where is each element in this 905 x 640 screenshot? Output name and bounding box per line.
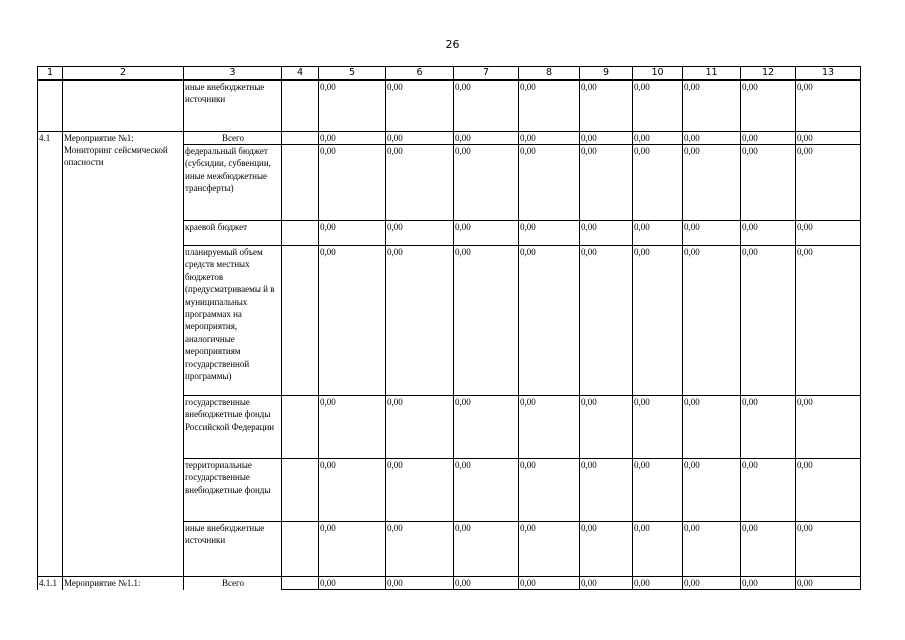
value-cell: 0,00 [454, 395, 519, 458]
column-header: 7 [454, 67, 519, 81]
value-cell: 0,00 [741, 220, 796, 245]
table-row [38, 576, 861, 589]
value-cell: 0,00 [741, 80, 796, 131]
funding-source-cell: государственные внебюджетные фонды Российской Федерации [184, 395, 282, 458]
value-cell: 0,00 [386, 458, 454, 521]
value-cell: 0,00 [580, 395, 633, 458]
funding-source-cell: планируемый объем средств местных бюджетов (предусматриваемы й в муниципальных программах на мероприятия, аналогичные мероприятиям государственной программы) [184, 245, 282, 395]
value-cell: 0,00 [741, 144, 796, 220]
column-header: 5 [319, 67, 386, 81]
column-header: 10 [633, 67, 683, 81]
value-cell: 0,00 [683, 144, 741, 220]
value-cell: 0,00 [633, 395, 683, 458]
column-header: 9 [580, 67, 633, 81]
value-cell: 0,00 [319, 144, 386, 220]
row-number-cell: 4.1 [38, 131, 63, 576]
value-cell: 0,00 [519, 80, 580, 131]
value-cell: 0,00 [796, 521, 861, 576]
value-cell: 0,00 [796, 458, 861, 521]
value-cell: 0,00 [580, 131, 633, 144]
funding-source-cell: федеральный бюджет (субсидии, субвенции, иные межбюджетные трансферты) [184, 144, 282, 220]
value-cell: 0,00 [580, 576, 633, 589]
value-cell: 0,00 [796, 131, 861, 144]
value-cell: 0,00 [683, 80, 741, 131]
column-4-cell [282, 458, 319, 521]
table-row [38, 131, 861, 144]
row-number-cell [38, 80, 63, 131]
value-cell: 0,00 [633, 220, 683, 245]
funding-source-cell: краевой бюджет [184, 220, 282, 245]
column-4-cell [282, 220, 319, 245]
value-cell: 0,00 [741, 576, 796, 589]
value-cell: 0,00 [580, 521, 633, 576]
value-cell: 0,00 [519, 220, 580, 245]
page-number: 26 [445, 38, 460, 51]
value-cell: 0,00 [519, 576, 580, 589]
value-cell: 0,00 [580, 220, 633, 245]
value-cell: 0,00 [454, 80, 519, 131]
column-4-cell [282, 144, 319, 220]
column-4-cell [282, 131, 319, 144]
value-cell: 0,00 [741, 131, 796, 144]
value-cell: 0,00 [633, 144, 683, 220]
value-cell: 0,00 [319, 458, 386, 521]
value-cell: 0,00 [633, 458, 683, 521]
column-4-cell [282, 521, 319, 576]
value-cell: 0,00 [454, 144, 519, 220]
column-header: 11 [683, 67, 741, 81]
value-cell: 0,00 [633, 576, 683, 589]
value-cell: 0,00 [741, 521, 796, 576]
value-cell: 0,00 [741, 458, 796, 521]
table-row [38, 80, 861, 131]
value-cell: 0,00 [683, 220, 741, 245]
value-cell: 0,00 [633, 131, 683, 144]
value-cell: 0,00 [386, 131, 454, 144]
value-cell: 0,00 [796, 80, 861, 131]
budget-table [37, 66, 861, 590]
column-header: 12 [741, 67, 796, 81]
value-cell: 0,00 [683, 458, 741, 521]
row-name-cell: Мероприятие №1.1: [63, 576, 184, 589]
funding-source-cell: территориальные государственные внебюджетные фонды [184, 458, 282, 521]
value-cell: 0,00 [580, 144, 633, 220]
row-number-cell: 4.1.1 [38, 576, 63, 589]
value-cell: 0,00 [454, 458, 519, 521]
value-cell: 0,00 [683, 521, 741, 576]
value-cell: 0,00 [519, 144, 580, 220]
value-cell: 0,00 [319, 220, 386, 245]
column-header: 3 [184, 67, 282, 81]
value-cell: 0,00 [796, 576, 861, 589]
column-header: 1 [38, 67, 63, 81]
value-cell: 0,00 [319, 576, 386, 589]
value-cell: 0,00 [683, 576, 741, 589]
value-cell: 0,00 [386, 220, 454, 245]
value-cell: 0,00 [519, 395, 580, 458]
value-cell: 0,00 [454, 220, 519, 245]
value-cell: 0,00 [386, 576, 454, 589]
value-cell: 0,00 [386, 80, 454, 131]
value-cell: 0,00 [633, 521, 683, 576]
column-header: 8 [519, 67, 580, 81]
value-cell: 0,00 [741, 245, 796, 395]
value-cell: 0,00 [454, 131, 519, 144]
value-cell: 0,00 [683, 245, 741, 395]
value-cell: 0,00 [580, 245, 633, 395]
value-cell: 0,00 [683, 395, 741, 458]
column-4-cell [282, 395, 319, 458]
value-cell: 0,00 [319, 395, 386, 458]
value-cell: 0,00 [519, 245, 580, 395]
column-4-cell [282, 245, 319, 395]
column-header: 2 [63, 67, 184, 81]
funding-source-cell: иные внебюджетные источники [184, 521, 282, 576]
row-name-cell: Мероприятие №1: Мониторинг сейсмической опасности [63, 131, 184, 576]
value-cell: 0,00 [683, 131, 741, 144]
value-cell: 0,00 [454, 521, 519, 576]
value-cell: 0,00 [580, 458, 633, 521]
value-cell: 0,00 [633, 245, 683, 395]
value-cell: 0,00 [796, 245, 861, 395]
funding-source-cell: иные внебюджетные источники [184, 80, 282, 131]
value-cell: 0,00 [796, 395, 861, 458]
column-4-cell [282, 576, 319, 589]
funding-source-cell: Всего [184, 131, 282, 144]
value-cell: 0,00 [519, 458, 580, 521]
value-cell: 0,00 [319, 80, 386, 131]
value-cell: 0,00 [519, 521, 580, 576]
value-cell: 0,00 [741, 395, 796, 458]
row-name-cell [63, 80, 184, 131]
value-cell: 0,00 [519, 131, 580, 144]
value-cell: 0,00 [633, 80, 683, 131]
value-cell: 0,00 [454, 245, 519, 395]
value-cell: 0,00 [386, 521, 454, 576]
value-cell: 0,00 [796, 220, 861, 245]
column-header: 4 [282, 67, 319, 81]
value-cell: 0,00 [454, 576, 519, 589]
value-cell: 0,00 [386, 245, 454, 395]
value-cell: 0,00 [386, 144, 454, 220]
funding-source-cell: Всего [184, 576, 282, 589]
value-cell: 0,00 [796, 144, 861, 220]
column-header: 6 [386, 67, 454, 81]
column-header: 13 [796, 67, 861, 81]
column-number-row [38, 67, 861, 81]
column-4-cell [282, 80, 319, 131]
value-cell: 0,00 [319, 245, 386, 395]
table-body [38, 80, 861, 590]
value-cell: 0,00 [580, 80, 633, 131]
value-cell: 0,00 [386, 395, 454, 458]
value-cell: 0,00 [319, 521, 386, 576]
value-cell: 0,00 [319, 131, 386, 144]
